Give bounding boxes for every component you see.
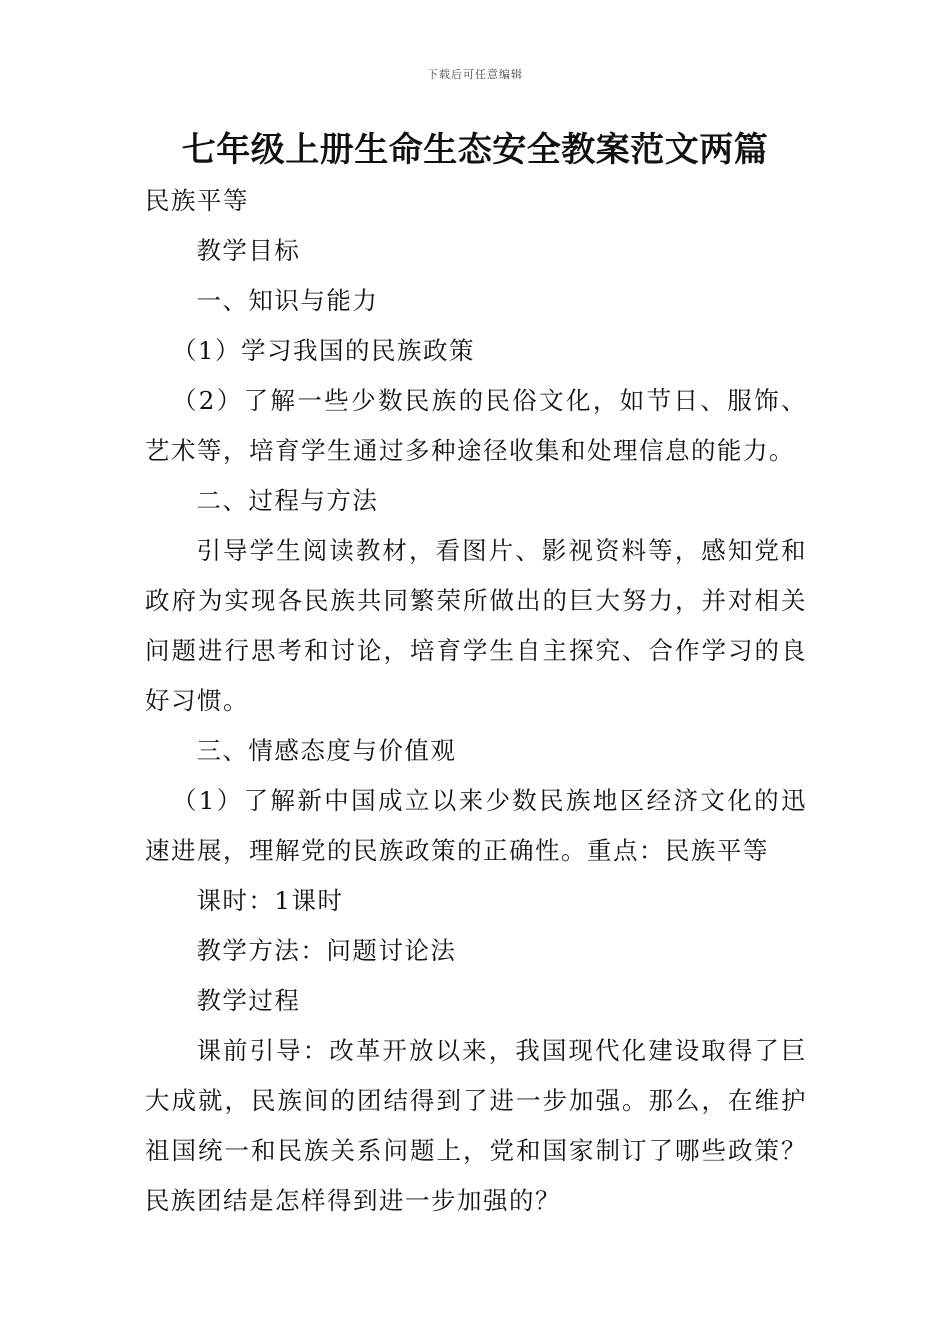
paragraph-heading: 教学过程 xyxy=(196,986,301,1015)
paragraph: （1）学习我国的民族政策 xyxy=(171,336,476,365)
paragraph: （2）了解一些少数民族的民俗文化，如节日、服饰、艺术等，培育学生通过多种途径收集和处理信息的能力。 xyxy=(145,386,807,465)
paragraph-heading: 三、情感态度与价值观 xyxy=(196,736,457,765)
section-heading: 民族平等 xyxy=(145,186,249,215)
paragraph-heading: 二、过程与方法 xyxy=(196,486,379,515)
paragraph: 课前引导：改革开放以来，我国现代化建设取得了巨大成就，民族间的团结得到了进一步加强。那么，在维护祖国统一和民族关系问题上，党和国家制订了哪些政策？民族团结是怎样得到进一步加强的？ xyxy=(145,1036,807,1215)
paragraph: 课时：1课时 xyxy=(196,886,344,915)
paragraph-heading: 一、知识与能力 xyxy=(196,286,379,315)
document-title: 七年级上册生命生态安全教案范文两篇 xyxy=(181,130,769,170)
paragraph-heading: 教学目标 xyxy=(196,236,301,265)
header-note: 下载后可任意编辑 xyxy=(427,68,523,81)
paragraph: 引导学生阅读教材，看图片、影视资料等，感知党和政府为实现各民族共同繁荣所做出的巨大努力，并对相关问题进行思考和讨论，培育学生自主探究、合作学习的良好习惯。 xyxy=(145,536,807,715)
paragraph: 教学方法：问题讨论法 xyxy=(196,936,457,965)
document-body xyxy=(145,176,807,1226)
paragraph: （1）了解新中国成立以来少数民族地区经济文化的迅速进展，理解党的民族政策的正确性。重点：民族平等 xyxy=(145,786,807,865)
